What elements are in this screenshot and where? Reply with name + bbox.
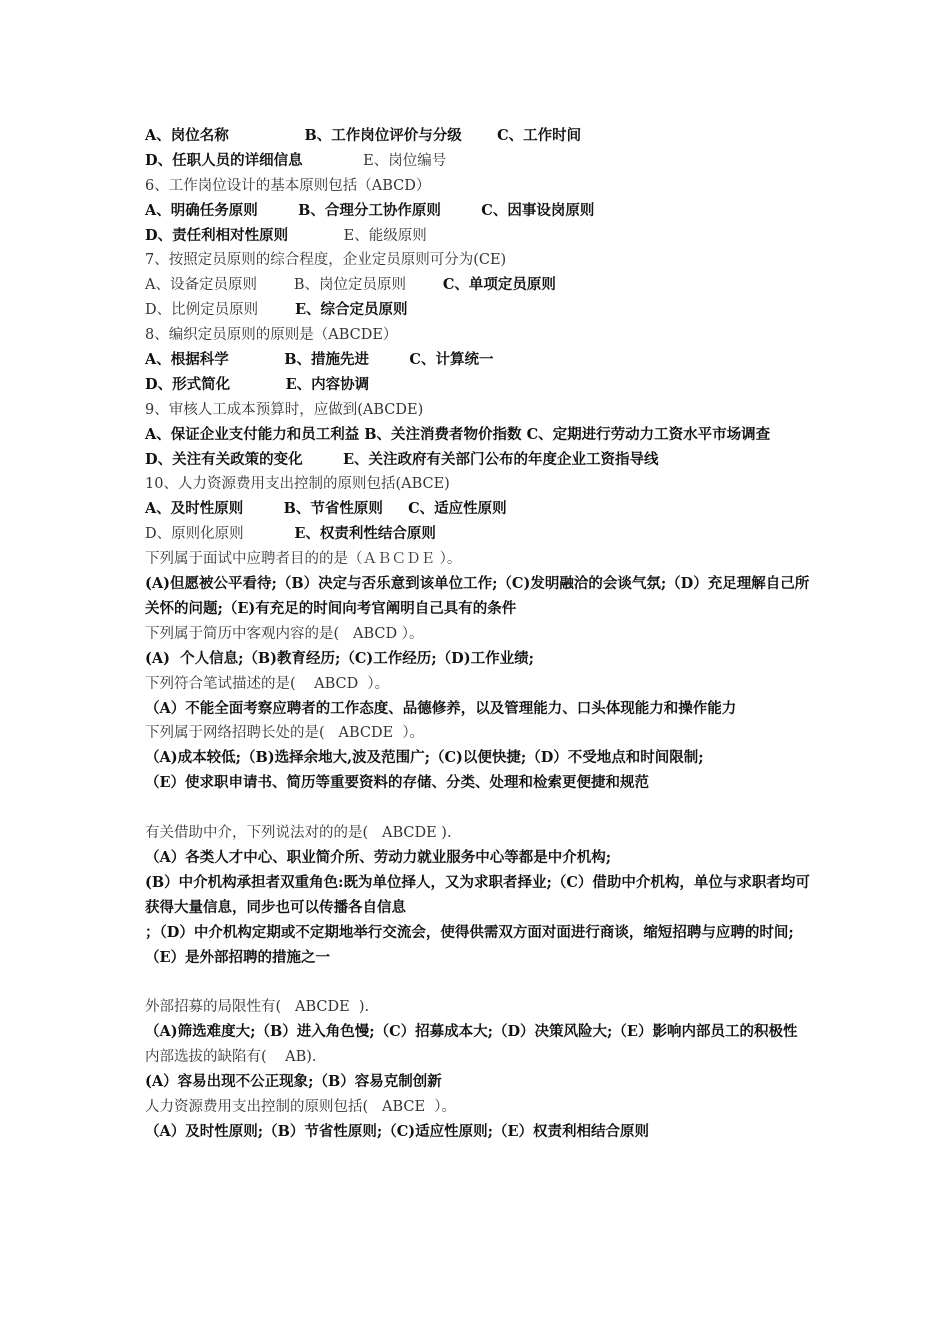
text-segment: D、形式简化 E、内容协调 bbox=[145, 375, 370, 393]
text-segment: A、及时性原则 B、节省性原则 C、适应性原则 bbox=[145, 500, 507, 518]
text-segment: (B）中介机构承担者双重角色:既为单位择人，又为求职者择业;（C）借助中介机构，单位与求职者均可获得大量信息，同步也可以传播各自信息 bbox=[145, 873, 810, 916]
blank-line bbox=[145, 796, 810, 821]
text-segment: C、单项定员原则 bbox=[442, 276, 556, 294]
blank-line bbox=[145, 970, 810, 995]
text-line bbox=[145, 995, 810, 1020]
text-segment: 人力资源费用支出控制的原则包括( ABCE ）。 bbox=[145, 1098, 457, 1115]
text-line bbox=[145, 124, 810, 149]
text-line bbox=[145, 149, 810, 174]
text-line bbox=[145, 199, 810, 224]
text-line bbox=[145, 821, 810, 846]
text-line bbox=[145, 298, 810, 323]
text-segment: A、根据科学 B、措施先进 C、计算统一 bbox=[145, 351, 494, 369]
text-segment: D、任职人员的详细信息 bbox=[145, 151, 364, 169]
text-segment: （E）使求职申请书、简历等重要资料的存储、分类、处理和检索更便捷和规范 bbox=[145, 774, 650, 792]
text-segment: （A)筛选难度大;（B）进入角色慢;（C）招募成本大;（D）决策风险大;（E）影响内部员工的积极性 bbox=[145, 1023, 798, 1041]
text-line bbox=[145, 373, 810, 398]
text-segment: A、保证企业支付能力和员工利益 B、关注消费者物价指数 C、定期进行劳动力工资水平市场调查 bbox=[145, 425, 771, 443]
text-line bbox=[145, 1070, 810, 1095]
text-segment: （A)成本较低;（B)选择余地大,波及范围广;（C)以便快捷;（D）不受地点和时间限制; bbox=[145, 749, 704, 767]
text-line bbox=[145, 746, 810, 771]
text-line bbox=[145, 697, 810, 722]
text-segment: 8、编织定员原则的原则是（ABCDE） bbox=[145, 327, 398, 344]
text-segment: 10、人力资源费用支出控制的原则包括(ABCE) bbox=[145, 476, 450, 493]
text-line bbox=[145, 846, 810, 871]
text-line bbox=[145, 497, 810, 522]
text-segment: 内部选拔的缺陷有( AB). bbox=[145, 1049, 317, 1066]
text-line bbox=[145, 448, 810, 473]
text-line bbox=[145, 672, 810, 697]
text-line bbox=[145, 1095, 810, 1120]
text-line bbox=[145, 398, 810, 423]
text-segment: 下列属于简历中客观内容的是( ABCD ）。 bbox=[145, 625, 424, 642]
text-line bbox=[145, 323, 810, 348]
text-segment: 下列属于面试中应聘者目的的是（ＡＢＣＤＥ ）。 bbox=[145, 551, 462, 568]
text-segment: （A）各类人才中心、职业简介所、劳动力就业服务中心等都是中介机构; bbox=[145, 848, 612, 866]
text-segment: 9、审核人工成本预算时，应做到(ABCDE) bbox=[145, 401, 424, 418]
text-segment: E、权责利性结合原则 bbox=[294, 525, 436, 543]
text-segment: A、明确任务原则 B、合理分工协作原则 C、因事设岗原则 bbox=[145, 201, 595, 219]
text-segment: （A）及时性原则;（B）节省性原则;（C)适应性原则;（E）权责利相结合原则 bbox=[145, 1122, 650, 1140]
text-segment: D、原则化原则 bbox=[145, 526, 295, 543]
text-line bbox=[145, 1045, 810, 1070]
text-segment: ；（D）中介机构定期或不定期地举行交流会，使得供需双方面对面进行商谈，缩短招聘与应聘的时间;（E）是外部招聘的措施之一 bbox=[145, 923, 794, 966]
text-segment: A、设备定员原则 B、岗位定员原则 bbox=[145, 277, 443, 294]
text-line bbox=[145, 1120, 810, 1145]
text-line bbox=[145, 921, 810, 971]
text-segment: D、比例定员原则 bbox=[145, 302, 295, 319]
text-line bbox=[145, 348, 810, 373]
text-segment: A、岗位名称 B、工作岗位评价与分级 C、工作时间 bbox=[145, 127, 582, 144]
text-line bbox=[145, 273, 810, 298]
text-segment: D、责任利相对性原则 bbox=[145, 226, 344, 244]
text-segment: 7、按照定员原则的综合程度，企业定员原则可分为(CE) bbox=[145, 252, 507, 269]
document-body bbox=[145, 124, 810, 1145]
text-line bbox=[145, 721, 810, 746]
text-line bbox=[145, 547, 810, 572]
text-segment: (A) 个人信息;（B)教育经历;（C)工作经历;（D)工作业绩; bbox=[145, 649, 534, 667]
text-line bbox=[145, 472, 810, 497]
text-segment: E、综合定员原则 bbox=[295, 301, 408, 319]
text-line bbox=[145, 622, 810, 647]
text-segment: D、关注有关政策的变化 E、关注政府有关部门公布的年度企业工资指导线 bbox=[145, 450, 659, 468]
text-segment: 有关借助中介，下列说法对的的是( ABCDE ). bbox=[145, 825, 452, 841]
text-segment: 下列符合笔试描述的是( ABCD ）。 bbox=[145, 675, 390, 692]
text-line bbox=[145, 572, 810, 622]
text-segment: E、能级原则 bbox=[343, 227, 427, 244]
text-line bbox=[145, 771, 810, 796]
text-segment: (A)但愿被公平看待;（B）决定与否乐意到该单位工作;（C)发明融洽的会谈气氛;（D）充足理解自己所关怀的问题;（E)有充足的时间向考官阐明自己具有的条件 bbox=[145, 575, 810, 617]
text-line bbox=[145, 647, 810, 672]
text-line bbox=[145, 871, 810, 921]
text-segment: 外部招募的局限性有( ABCDE ). bbox=[145, 999, 370, 1016]
text-segment: (A）容易出现不公正现象;（B）容易克制创新 bbox=[145, 1072, 442, 1090]
text-line bbox=[145, 174, 810, 199]
text-segment: E、岗位编号 bbox=[363, 152, 447, 169]
text-segment: （A）不能全面考察应聘者的工作态度、品德修养，以及管理能力、口头体现能力和操作能力 bbox=[145, 699, 737, 717]
text-line bbox=[145, 522, 810, 547]
text-line bbox=[145, 248, 810, 273]
text-segment: 下列属于网络招聘长处的是( ABCDE ）。 bbox=[145, 725, 425, 742]
text-line bbox=[145, 224, 810, 249]
text-line bbox=[145, 423, 810, 448]
text-segment: 6、工作岗位设计的基本原则包括（ABCD） bbox=[145, 177, 431, 194]
text-line bbox=[145, 1020, 810, 1045]
